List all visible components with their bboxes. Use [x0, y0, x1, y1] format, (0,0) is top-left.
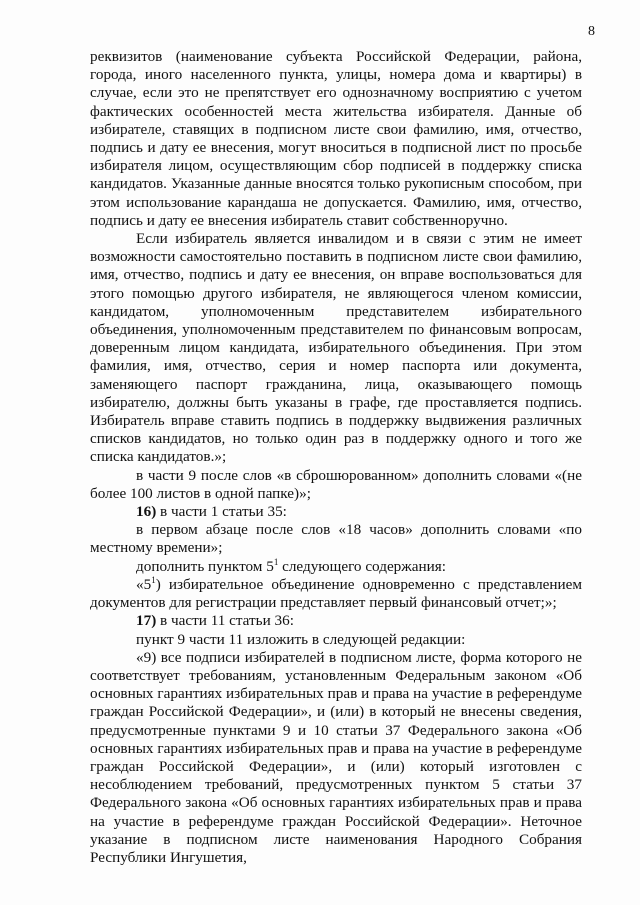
item-17-text: в части 11 статьи 36:	[156, 612, 294, 630]
point-5-1-text: ) избирательное объединение одновременно с представлением документов для регистрации представляет первый финансовый отчет;»;	[90, 575, 582, 612]
paragraph-add-point	[90, 558, 582, 576]
add-point-text-end: следующего содержания:	[278, 557, 446, 575]
point-5-1-start: «5	[136, 575, 152, 593]
paragraph-point-9-text: «9) все подписи избирателей в подписном листе, форма которого не соответствует требованиям, установленным Федеральным законом «Об основных гарантиях избирательных прав и права на участие в референдуме граждан Российской Федерации», и (или) в который не внесены сведения, предусмотренные пунктами 9 и 10 статьи 37 Федерального закона «Об основных гарантиях избирательных прав и права на участие в референдуме граждан Российской Федерации», и (или) который изготовлен с несоблюдением требований, предусмотренных пунктом 5 статьи 37 Федерального закона «Об основных гарантиях избирательных прав и права на участие в референдуме граждан Российской Федерации». Неточное указание в подписном листе наименования Народного Собрания Республики Ингушетия,	[90, 648, 582, 866]
paragraph-item-17	[90, 612, 582, 630]
item-16-text: в части 1 статьи 35:	[156, 503, 287, 521]
superscript-marker: 1	[273, 556, 279, 567]
paragraph-item-16	[90, 503, 582, 521]
paragraph-part-9-amendment: в части 9 после слов «в сброшюрованном» дополнить словами «(не более 100 листов в одной папке)»;	[90, 466, 582, 502]
document-body	[90, 48, 582, 867]
paragraph-point-9-intro: пункт 9 части 11 изложить в следующей редакции:	[136, 630, 466, 648]
item-number-17: 17)	[136, 612, 157, 630]
item-number-16: 16)	[136, 503, 157, 521]
superscript-marker: 1	[151, 574, 156, 585]
paragraph-first-paragraph-amendment: в первом абзаце после слов «18 часов» дополнить словами «по местному времени»;	[90, 521, 582, 557]
paragraph-point-5-1	[90, 576, 582, 612]
add-point-text: дополнить пунктом 5	[136, 557, 274, 575]
page-number: 8	[588, 24, 595, 39]
paragraph-signer-details: реквизитов (наименование субъекта Российской Федерации, района, города, иного населенного пункта, улицы, номера дома и квартиры) в случае, если это не препятствует его однозначному восприятию с учетом фактических особенностей места жительства избирателя. Данные об избирателе, ставящих в подписном листе свои фамилию, имя, отчество, подпись и дату ее внесения, могут вноситься в подписной лист по просьбе избирателя лицом, осуществляющим сбор подписей в поддержку списка кандидатов. Указанные данные вносятся только рукописным способом, при этом использование карандаша не допускается. Фамилию, имя, отчество, подпись и дату ее внесения избиратель ставит собственноручно.	[90, 48, 582, 229]
paragraph-disabled-voter: Если избиратель является инвалидом и в связи с этим не имеет возможности самостоятельно поставить в подписном листе свои фамилию, имя, отчество, подпись и дату ее внесения, он вправе воспользоваться для этого помощью другого избирателя, не являющегося членом комиссии, кандидатом, уполномоченным представителем избирательного объединения, уполномоченным представителем по финансовым вопросам, доверенным лицом кандидата, избирательного объединения. При этом фамилия, имя, отчество, серия и номер паспорта или документа, заменяющего паспорт гражданина, лица, оказывающего помощь избирателю, должны быть указаны в графе, где проставляется подпись. Избиратель вправе ставить подпись в поддержку выдвижения различных списков кандидатов, но только один раз в поддержку одного и того же списка кандидатов.»;	[90, 230, 582, 466]
